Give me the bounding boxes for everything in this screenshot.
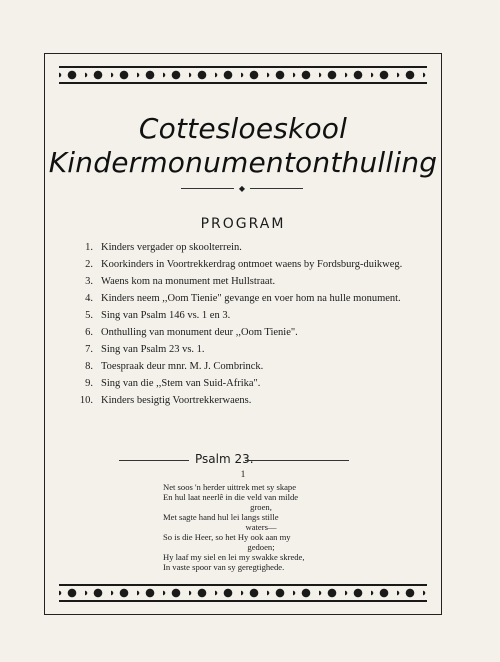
program-item	[67, 241, 427, 254]
program-item	[67, 258, 427, 271]
item-text: Sing van Psalm 23 vs. 1.	[101, 344, 205, 355]
verse-number: 1	[240, 470, 246, 480]
item-text: Onthulling van monument deur ,,Oom Tienie".	[101, 327, 298, 338]
psalm-title: Psalm 23.	[195, 452, 254, 466]
verse-line: So is die Heer, so het Hy ook aan my	[163, 532, 291, 542]
program-item	[67, 394, 427, 407]
verse-line: Hy laaf my siel en lei my swakke skrede,	[163, 552, 305, 562]
title-divider	[181, 184, 303, 193]
item-text: Kinders vergader op skoolterrein.	[101, 242, 242, 253]
verse-line: groen,	[250, 502, 272, 512]
psalm-heading	[119, 452, 349, 468]
diamond-icon: ◆	[234, 184, 250, 193]
program-item	[67, 326, 427, 339]
verse-line: Net soos 'n herder uittrek met sy skape	[163, 482, 297, 492]
verse-line: gedoen;	[247, 542, 275, 552]
item-number: 7.	[85, 344, 93, 355]
title-line-2: Kindermonumentonthulling	[48, 146, 438, 179]
item-number: 4.	[85, 293, 93, 304]
ornamental-border-bottom	[59, 582, 427, 604]
item-text: Sing van die ,,Stem van Suid-Afrika".	[101, 378, 261, 389]
item-number: 10.	[79, 395, 93, 406]
item-text: Toespraak deur mnr. M. J. Combrinck.	[101, 361, 264, 372]
verse-line: En hul laat neerlê in die veld van milde	[163, 492, 299, 502]
item-text: Sing van Psalm 146 vs. 1 en 3.	[101, 310, 231, 321]
program-heading: PROGRAM	[200, 216, 286, 232]
verse-line: waters—	[245, 522, 277, 532]
item-number: 6.	[85, 327, 93, 338]
psalm-verse	[163, 482, 359, 572]
item-text: Kinders neem ,,Oom Tienie" gevange en voer hom na hulle monument.	[101, 293, 401, 304]
item-text: Kinders besigtig Voortrekkerwaens.	[101, 395, 252, 406]
item-number: 8.	[85, 361, 93, 372]
item-number: 9.	[85, 378, 93, 389]
program-item	[67, 377, 427, 390]
psalm-rule-left	[119, 460, 189, 461]
program-item	[67, 309, 427, 322]
verse-line: In vaste spoor van sy geregtighede.	[163, 562, 285, 572]
item-number: 3.	[85, 276, 93, 287]
item-number: 1.	[85, 242, 93, 253]
psalm-rule-right	[245, 460, 349, 461]
program-list	[67, 241, 427, 411]
program-item	[67, 360, 427, 373]
title-line-1: Cottesloeskool	[138, 112, 348, 145]
item-text: Waens kom na monument met Hullstraat.	[101, 276, 276, 287]
program-item	[67, 292, 427, 305]
page-border-frame	[44, 53, 442, 615]
item-text: Koorkinders in Voortrekkerdrag ontmoet waens by Fordsburg-duikweg.	[101, 259, 403, 270]
ornamental-border-top	[59, 64, 427, 86]
program-item	[67, 343, 427, 356]
program-item	[67, 275, 427, 288]
verse-line: Met sagte hand hul lei langs stille	[163, 512, 279, 522]
item-number: 2.	[85, 259, 93, 270]
item-number: 5.	[85, 310, 93, 321]
